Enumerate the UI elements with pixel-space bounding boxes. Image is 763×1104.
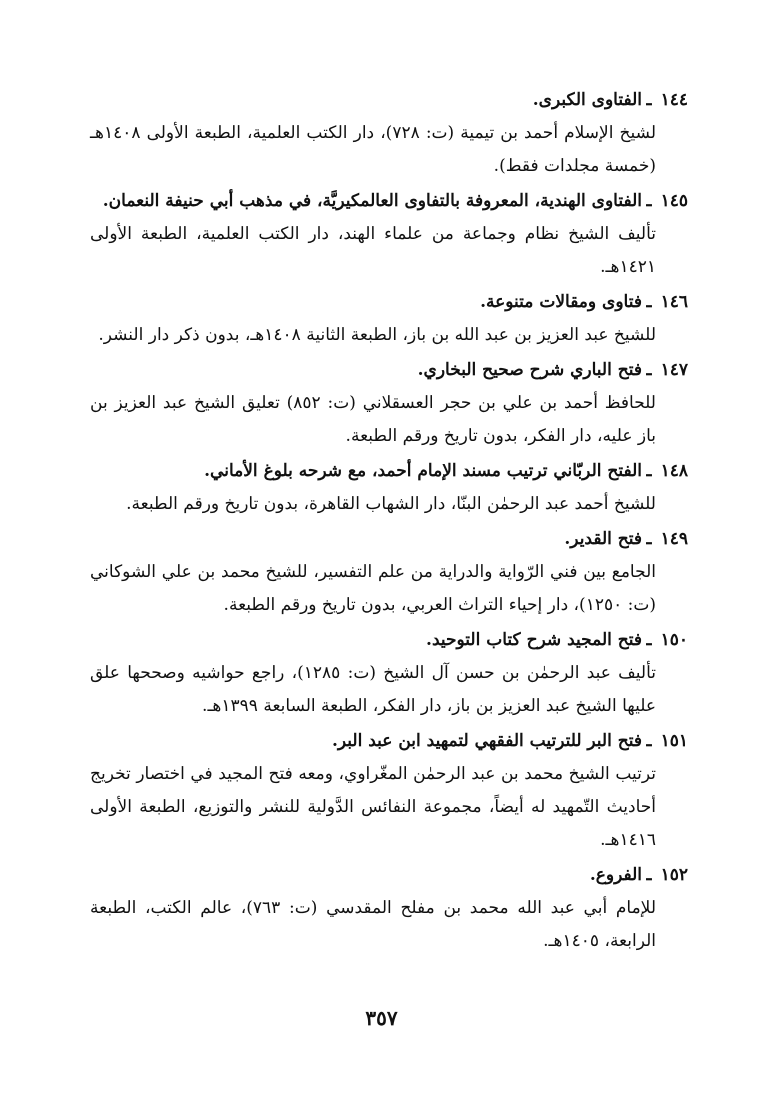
- entry-title: فتح المجيد شرح كتاب التوحيد.: [426, 630, 642, 650]
- page-number: ٣٥٧: [365, 1006, 398, 1030]
- entry-number: ١٥١: [660, 731, 688, 751]
- entry-heading: [90, 185, 688, 218]
- entry-heading: [90, 624, 688, 657]
- entry-description: للشيخ عبد العزيز بن عبد الله بن باز، الطبعة الثانية ١٤٠٨هـ، بدون ذكر دار النشر.: [98, 325, 656, 345]
- entry-heading: [90, 84, 688, 117]
- entry-description: تأليف عبد الرحمٰن بن حسن آل الشيخ (ت: ١٢٨٥)، راجع حواشيه وصححها علق عليها الشيخ عبد العزيز بن باز، دار الفكر، الطبعة السابعة ١٣٩٩هـ.: [90, 663, 656, 716]
- entry-title: الفتاوى الكبرى.: [532, 90, 642, 110]
- entry-title: الفتح الربّاني ترتيب مسند الإمام أحمد، مع شرحه بلوغ الأماني.: [204, 461, 642, 481]
- entry-number: ١٤٧: [660, 360, 688, 380]
- entry-dash: ـ: [646, 191, 652, 211]
- entry-description: للإمام أبي عبد الله محمد بن مفلح المقدسي (ت: ٧٦٣)، عالم الكتب، الطبعة الرابعة، ١٤٠٥هـ.: [90, 898, 657, 951]
- entry-number: ١٤٥: [660, 191, 688, 211]
- entry-description: للحافظ أحمد بن علي بن حجر العسقلاني (ت: ٨٥٢) تعليق الشيخ عبد العزيز بن باز عليه، دار الفكر، بدون تاريخ ورقم الطبعة.: [90, 393, 656, 446]
- bibliography-list: [90, 84, 688, 960]
- bibliography-entry: [90, 354, 688, 453]
- entry-number: ١٤٦: [660, 292, 688, 312]
- entry-number: ١٥٢: [660, 865, 688, 885]
- entry-heading: [90, 354, 688, 387]
- bibliography-entry: [90, 725, 688, 857]
- entry-title: الفروع.: [589, 865, 642, 885]
- entry-dash: ـ: [646, 461, 652, 481]
- entry-title: فتح الباري شرح صحيح البخاري.: [417, 360, 642, 380]
- entry-dash: ـ: [646, 630, 652, 650]
- entry-dash: ـ: [646, 529, 652, 549]
- entry-heading: [90, 455, 688, 488]
- entry-title: فتح البر للترتيب الفقهي لتمهيد ابن عبد البر.: [331, 731, 642, 751]
- entry-number: ١٥٠: [660, 630, 688, 650]
- entry-description: الجامع بين فني الرّواية والدراية من علم التفسير، للشيخ محمد بن علي الشوكاني (ت: ١٢٥٠)، دار إحياء التراث العربي، بدون تاريخ ورقم الطبعة.: [90, 562, 656, 615]
- bibliography-entry: [90, 523, 688, 622]
- entry-dash: ـ: [646, 90, 652, 110]
- entry-title: فتاوى ومقالات متنوعة.: [480, 292, 642, 312]
- entry-title: الفتاوى الهندية، المعروفة بالتفاوى العالمكيريَّة، في مذهب أبي حنيفة النعمان.: [102, 191, 642, 211]
- bibliography-entry: [90, 455, 688, 521]
- bibliography-entry: [90, 624, 688, 723]
- entry-dash: ـ: [646, 292, 652, 312]
- entry-number: ١٤٨: [660, 461, 688, 481]
- entry-heading: [90, 523, 688, 556]
- entry-dash: ـ: [646, 360, 652, 380]
- entry-title: فتح القدير.: [564, 529, 642, 549]
- entry-dash: ـ: [646, 731, 652, 751]
- entry-dash: ـ: [646, 865, 652, 885]
- entry-description: للشيخ أحمد عبد الرحمٰن البنّا، دار الشهاب القاهرة، بدون تاريخ ورقم الطبعة.: [126, 494, 656, 514]
- entry-number: ١٤٩: [660, 529, 688, 549]
- bibliography-entry: [90, 286, 688, 352]
- entry-heading: [90, 859, 688, 892]
- bibliography-entry: [90, 84, 688, 183]
- bibliography-entry: [90, 859, 688, 958]
- entry-description: تأليف الشيخ نظام وجماعة من علماء الهند، دار الكتب العلمية، الطبعة الأولى ١٤٢١هـ.: [90, 224, 656, 277]
- entry-description: ترتيب الشيخ محمد بن عبد الرحمٰن المغّراوي، ومعه فتح المجيد في اختصار تخريج أحاديث التّمهيد له أيضاً، مجموعة النفائس الدَّولية للنشر والتوزيع، الطبعة الأولى ١٤١٦هـ.: [90, 764, 656, 850]
- entry-description: لشيخ الإسلام أحمد بن تيمية (ت: ٧٢٨)، دار الكتب العلمية، الطبعة الأولى ١٤٠٨هـ (خمسة مجلدات فقط).: [90, 123, 656, 176]
- entry-heading: [90, 286, 688, 319]
- bibliography-entry: [90, 185, 688, 284]
- entry-number: ١٤٤: [660, 90, 688, 110]
- entry-heading: [90, 725, 688, 758]
